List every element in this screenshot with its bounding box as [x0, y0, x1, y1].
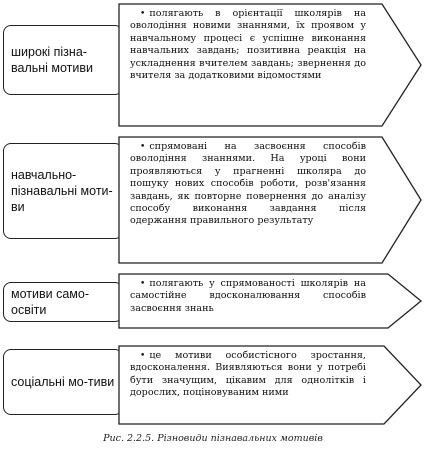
motive-row-2	[0, 136, 426, 264]
motive-description-2: • спрямовані на засвоєння способів оволодіння знаннями. На уроці вони проявляються у прагненні школяра до пошуку нових способів роботи, розв'язання завдань, як повторне повернення до аналізу способу виконання завдання після одержання правильного результату	[130, 141, 366, 227]
figure-caption: Рис. 2.2.5. Різновиди пізнавальних мотивів	[103, 433, 323, 444]
bullet-icon: •	[140, 279, 146, 289]
motive-label-4: соціальні мо-тиви	[11, 374, 115, 389]
motive-row-1	[0, 3, 426, 127]
motive-label-box-3	[3, 282, 123, 322]
motive-label-1: широкі пізна-вальні мотиви	[11, 44, 94, 75]
bullet-icon: •	[140, 9, 146, 19]
motive-description-4: • це мотиви особистісного зростання, вдосконалення. Виявляються вони у потребі бути значущим, цікавим для однолітків і дорослих, поціновуваним ними	[130, 350, 366, 399]
motive-row-3	[0, 273, 426, 329]
motive-label-2: навчально-пізнавальні моти-ви	[11, 167, 113, 215]
motive-row-4	[0, 345, 426, 425]
motive-label-box-1	[3, 25, 123, 95]
motive-label-box-4	[3, 349, 123, 415]
motive-label-3: мотиви само-освіти	[11, 286, 89, 317]
motive-description-1: • полягають в орієнтації школярів на оволодіння новими знаннями, їх проявом у навчальному процесі є успішне виконання навчальних завдань; позитивна реакція на ускладнення вчителем завдань; звернення до вчителя за додатковими відомостями	[130, 8, 366, 82]
bullet-icon: •	[140, 142, 146, 152]
motive-label-box-2	[3, 143, 123, 239]
motive-description-3: • полягають у спрямованості школярів на самостійне вдосконалювання способів засвоєння знань	[130, 278, 366, 314]
bullet-icon: •	[140, 351, 146, 361]
